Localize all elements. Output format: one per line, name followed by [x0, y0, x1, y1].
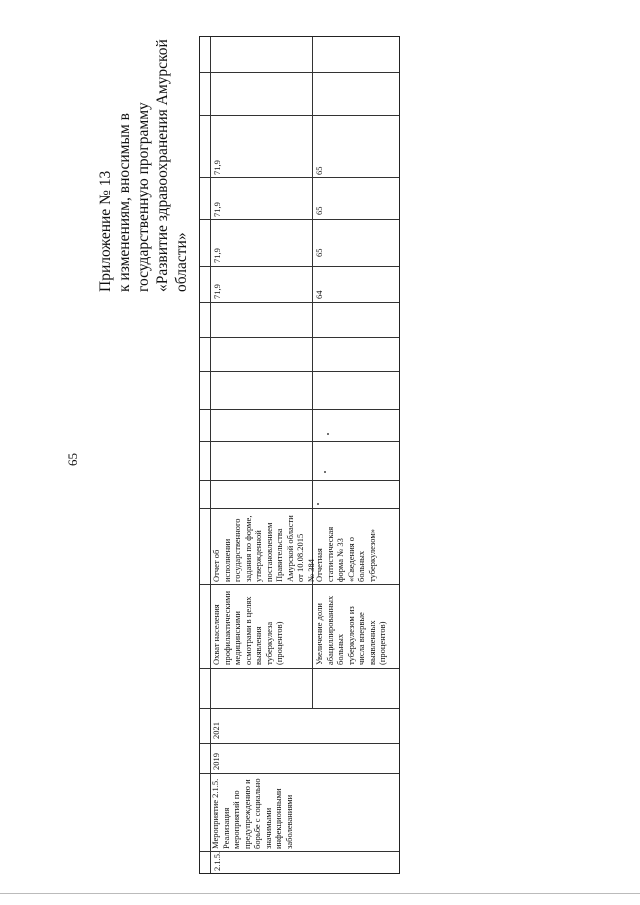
appendix-line-1: Приложение № 13: [97, 170, 114, 292]
indicator-2-value-3: 65: [314, 206, 324, 215]
dash-mark: [327, 433, 329, 435]
table-rule: [200, 266, 399, 267]
appendix-line-5: области»: [173, 232, 190, 292]
appendix-line-2: к изменениям, вносимым в: [116, 113, 133, 292]
table-rule: [200, 72, 399, 73]
source-line: больных: [356, 550, 366, 582]
scan-edge: [0, 893, 640, 894]
indicator-line: (процентов): [377, 621, 387, 665]
indicator-2-value-1: 64: [314, 290, 324, 299]
source-line: № 384: [305, 559, 316, 582]
indicator-1-value-4: 71,9: [212, 160, 222, 175]
table-rule: [200, 177, 399, 178]
measure-line: предупреждению и: [241, 779, 252, 849]
table-rule: [200, 409, 399, 410]
table-rule: [200, 480, 399, 481]
table-rule: [200, 773, 399, 774]
indicator-line: профилактическими: [221, 590, 232, 665]
source-line: Отчет об: [211, 549, 221, 582]
dash-mark: [317, 503, 319, 505]
appendix-line-4: «Развитие здравоохранения Амурской: [154, 39, 171, 292]
source-line: туберкулезом»: [366, 528, 377, 582]
table-rule: [200, 441, 399, 442]
source-line: утвержденной: [253, 530, 263, 582]
source-line: задания по форме,: [242, 515, 253, 582]
source-line: Амурской области: [284, 515, 295, 582]
indicator-line: Увеличение доли: [314, 603, 324, 665]
indicator-line: туберкулеза: [263, 621, 274, 665]
source-line: постановлением: [263, 522, 274, 582]
indicator-2-value-2: 65: [314, 248, 324, 257]
measure-line: Мероприятие 2.1.5.: [210, 778, 220, 849]
table-rule: [200, 115, 399, 116]
indicator-source-1: [211, 515, 316, 582]
indicator-1-value-1: 71,9: [212, 284, 222, 299]
measure-line: мероприятий по: [231, 790, 241, 849]
table-rule: [200, 219, 399, 220]
indicator-line: больных: [335, 633, 345, 665]
source-line: от 10.08.2015: [295, 533, 305, 582]
table-rule: [200, 584, 399, 585]
indicator-line: медицинскими: [232, 611, 242, 665]
indicator-line: (процентов): [274, 621, 284, 665]
indicator-1-value-3: 71,9: [212, 202, 222, 217]
indicator-line: Охват населения: [211, 604, 221, 665]
appendix-heading: [96, 22, 191, 292]
program-table: [199, 36, 400, 874]
indicator-2-value-4: 65: [314, 166, 324, 175]
table-rule: [200, 302, 399, 303]
indicator-line: выявленных: [366, 620, 377, 665]
measure-line: значимыми: [262, 807, 273, 849]
table-rule: [210, 37, 211, 873]
indicator-line: туберкулезом из: [345, 606, 356, 665]
source-line: форма № 33: [335, 538, 345, 582]
indicator-line: абациллированных: [324, 595, 335, 665]
page-number: 65: [65, 453, 80, 466]
table-rule: [200, 508, 399, 509]
appendix-line-3: государственную программу: [135, 102, 152, 292]
dash-mark: [324, 471, 326, 473]
indicator-line: выявления: [253, 626, 263, 665]
source-line: Отчетная: [314, 548, 324, 582]
measure-line: борьбе с социально: [252, 778, 262, 849]
table-rule: [200, 668, 399, 669]
table-rule: [200, 337, 399, 338]
table-rule: [200, 708, 399, 709]
measure-cell: [210, 778, 294, 849]
indicator-line: осмотрами в целях: [242, 596, 253, 665]
source-line: исполнении: [221, 538, 232, 582]
year-start: 2019: [211, 753, 221, 770]
measure-line: заболеваниями: [283, 794, 294, 849]
table-rule: [200, 743, 399, 744]
indicator-line: числа впервые: [356, 612, 366, 665]
source-line: государственного: [232, 518, 242, 582]
source-line: Правительства: [274, 528, 284, 582]
row-number: 2.1.5.: [212, 851, 222, 871]
source-line: «Сведения о: [345, 536, 356, 582]
measure-line: инфекционными: [273, 788, 283, 849]
measure-line: Реализация: [220, 807, 231, 849]
table-rule: [312, 37, 313, 708]
table-rule: [200, 371, 399, 372]
indicator-name-2: [314, 596, 388, 665]
indicator-name-1: [211, 591, 285, 665]
source-line: статистическая: [324, 526, 335, 582]
year-end: 2021: [211, 722, 221, 739]
indicator-source-2: [314, 527, 377, 582]
indicator-1-value-2: 71,9: [212, 248, 222, 263]
table-rule: [200, 851, 399, 852]
